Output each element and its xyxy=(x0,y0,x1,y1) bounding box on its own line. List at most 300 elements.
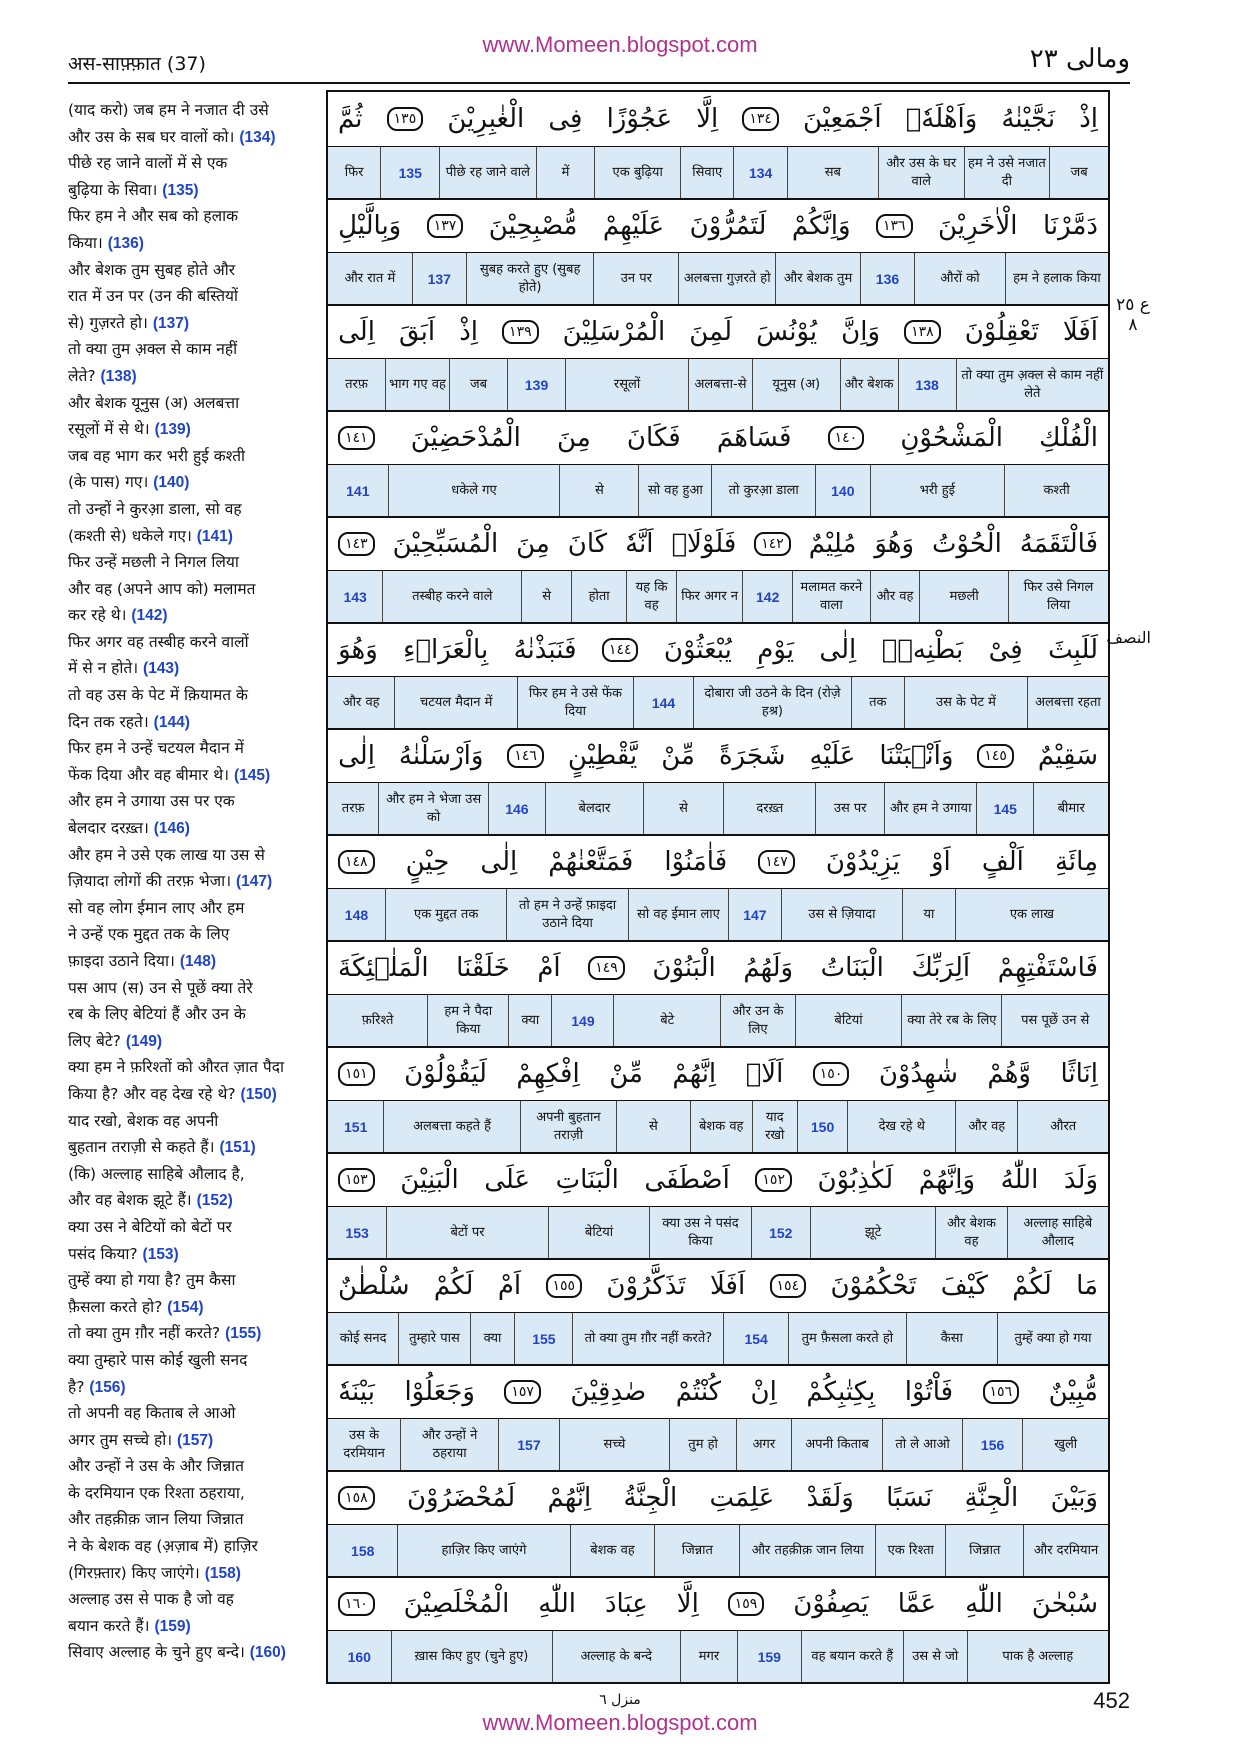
ayah-marker: ١٥٨ xyxy=(338,1486,375,1510)
translation-line xyxy=(68,1560,318,1587)
arabic-word: مُّصْبِحِيْنَ xyxy=(488,211,578,241)
verse-number: (144) xyxy=(153,713,190,731)
arabic-word: عَلَى xyxy=(484,1165,531,1195)
ayah-marker: ١٣٦ xyxy=(876,214,913,238)
translation-text: ने के बेशक वह (अ़ज़ाब में) हाज़िर xyxy=(68,1537,258,1556)
gloss-cell: उस से ज़ियादा xyxy=(781,889,902,940)
arabic-line xyxy=(328,1470,1108,1524)
ayah-marker: ١٤٩ xyxy=(588,956,625,980)
translation-line xyxy=(68,203,318,230)
arabic-word: عَجُوْزًا xyxy=(606,104,673,134)
gloss-cell: बेशक वह xyxy=(690,1101,752,1152)
arabic-word: يَزِيْدُوْنَ xyxy=(825,847,900,877)
gloss-cell: ख़ास किए हुए (चुने हुए) xyxy=(391,1631,552,1682)
arabic-word: اِلٰى xyxy=(480,847,518,877)
gloss-cell: अलबत्ता गुज़रते हो xyxy=(678,253,775,304)
arabic-word: اِنْ xyxy=(750,1377,777,1407)
arabic-word: مِنَ xyxy=(557,423,591,453)
gloss-cell: धकेले गए xyxy=(388,465,560,516)
gloss-cell: एक रिश्ता xyxy=(875,1525,945,1576)
arabic-word: اِلٰى xyxy=(338,741,375,771)
arabic-word: الْاٰخَرِيْنَ xyxy=(938,211,1018,241)
translation-text: दिन तक रहते। xyxy=(68,712,149,731)
gloss-cell: और हम ने उगाया xyxy=(884,783,976,834)
translation-line xyxy=(68,1054,318,1081)
arabic-word: شَجَرَةً xyxy=(718,741,786,771)
translation-text: अगर तुम सच्चे हो। xyxy=(68,1430,173,1449)
arabic-word: تَذَكَّرُوْنَ xyxy=(606,1271,686,1301)
gloss-line xyxy=(328,570,1108,622)
translation-text: और बेशक तुम सुबह होते और xyxy=(68,260,236,279)
gloss-cell: और बेशक तुम xyxy=(775,253,860,304)
translation-text: फिर अगर वह तस्बीह करने वालों xyxy=(68,632,249,651)
arabic-line xyxy=(328,410,1108,464)
ruku-mark: ع ٢٥ ٨ xyxy=(1116,295,1150,335)
translation-line xyxy=(68,283,318,310)
arabic-word: بِكِتٰبِكُمْ xyxy=(806,1377,876,1407)
arabic-word: بِالْعَرَاۤءِ xyxy=(403,635,489,665)
translation-text: तो वह उस के पेट में क़ियामत के xyxy=(68,686,248,705)
translation-text: ज़ियादा लोगों की तरफ़ भेजा। xyxy=(68,872,232,891)
site-url-bottom: www.Momeen.blogspot.com xyxy=(482,1710,758,1735)
arabic-word: يَصِفُوْنَ xyxy=(793,1589,869,1619)
gloss-cell: तो हम ने उन्हें फ़ाइदा उठाने दिया xyxy=(506,889,627,940)
verse-number: (147) xyxy=(236,873,273,891)
gloss-cell: बेटियां xyxy=(548,1207,649,1258)
gloss-cell: पाक है अल्लाह xyxy=(967,1631,1109,1682)
verse-number: (153) xyxy=(142,1245,179,1263)
translation-text: और वह बेशक झूटे हैं। xyxy=(68,1191,192,1210)
verse-number: (158) xyxy=(204,1564,241,1582)
arabic-word: اِفْكِهِمْ xyxy=(516,1059,580,1089)
gloss-cell: फिर xyxy=(344,164,364,180)
arabic-word: لَيَقُوْلُوْنَ xyxy=(404,1059,487,1089)
ayah-marker: ١٥٩ xyxy=(728,1592,765,1616)
gloss-line xyxy=(328,676,1108,728)
arabic-word: مِنَ xyxy=(516,529,550,559)
gloss-verse-number: 146 xyxy=(488,783,545,834)
gloss-cell: जिन्नात xyxy=(945,1525,1023,1576)
ayah-marker: ١٣٧ xyxy=(427,214,464,238)
translation-line xyxy=(68,469,318,496)
ayah-marker: ١٤٧ xyxy=(758,850,795,874)
gloss-cell: सब xyxy=(787,147,878,198)
ayah-marker: ١٣٥ xyxy=(387,107,424,131)
ayah-marker: ١٥٠ xyxy=(813,1062,850,1086)
arabic-line xyxy=(328,834,1108,888)
arabic-word: وَاِنَّ xyxy=(841,317,881,347)
arabic-word: فَمَتَّعْنٰهُمْ xyxy=(548,847,634,877)
gloss-cell: और तहक़ीक़ जान लिया xyxy=(739,1525,875,1576)
verse-number: (150) xyxy=(240,1085,277,1103)
gloss-cell: वह बयान करते हैं xyxy=(801,1631,904,1682)
gloss-verse-number: 153 xyxy=(345,1224,369,1241)
gloss-cell: से xyxy=(616,1101,690,1152)
arabic-word: اَنَّهٗ xyxy=(625,529,654,559)
site-url-top: www.Momeen.blogspot.com xyxy=(482,32,758,57)
gloss-cell: उन पर xyxy=(593,253,678,304)
gloss-cell: एक लाख xyxy=(955,889,1108,940)
translation-text: और वह (अपने आप को) मलामत xyxy=(68,579,256,598)
arabic-word: اِلَّا xyxy=(696,104,719,134)
verse-number: (156) xyxy=(89,1378,126,1396)
arabic-word: اِلَّا xyxy=(676,1589,699,1619)
gloss-verse-number: 144 xyxy=(633,677,693,728)
translation-line xyxy=(68,868,318,895)
gloss-cell: और बेशक xyxy=(840,359,898,410)
translation-line xyxy=(68,363,318,390)
arabic-word: صٰدِقِيْنَ xyxy=(570,1377,647,1407)
arabic-word: اِذْ xyxy=(459,317,478,347)
translation-line xyxy=(68,629,318,656)
gloss-line xyxy=(328,1418,1108,1470)
translation-line xyxy=(68,1001,318,1028)
translation-text: (याद करो) जब हम ने नजात दी उसे xyxy=(68,101,269,119)
gloss-cell: फिर अगर न xyxy=(676,571,742,622)
gloss-cell: फिर हम ने उसे फेंक दिया xyxy=(517,677,633,728)
ayah-marker: ١٥٣ xyxy=(338,1168,375,1192)
translation-text: बेलदार दरख़्त। xyxy=(68,819,149,838)
translation-text: क्या उस ने बेटियों को बेटों पर xyxy=(68,1217,232,1236)
gloss-cell: झूटे xyxy=(810,1207,935,1258)
translation-line xyxy=(68,523,318,550)
translation-text: सिवाए अल्लाह के चुने हुए बन्दे। xyxy=(68,1643,245,1662)
gloss-cell: अलबत्ता-से xyxy=(688,359,752,410)
arabic-word: كَيْفَ xyxy=(940,1271,988,1301)
gloss-cell: सिवाए xyxy=(680,147,733,198)
arabic-line xyxy=(328,516,1108,570)
translation-text: लिए बेटे? xyxy=(68,1031,121,1050)
gloss-cell: और रात में xyxy=(344,270,396,286)
translation-line xyxy=(68,735,318,762)
arabic-word: اللّٰهِ xyxy=(965,1589,1003,1619)
manzil-label: منزل ٦ xyxy=(599,1692,641,1708)
verse-number: (140) xyxy=(153,474,190,492)
arabic-line xyxy=(328,304,1108,358)
gloss-cell: और वह xyxy=(955,1101,1017,1152)
gloss-cell: अल्लाह के बन्दे xyxy=(552,1631,681,1682)
arabic-word: لَكٰذِبُوْنَ xyxy=(817,1165,894,1195)
translation-text: फ़ैसला करते हो? xyxy=(68,1297,163,1316)
arabic-word: اللّٰهُ xyxy=(1000,1165,1039,1195)
translation-text: तो क्या तुम अ़क्ल से काम नहीं xyxy=(68,340,238,359)
gloss-cell: फिर उसे निगल लिया xyxy=(1008,571,1108,622)
gloss-cell: हाज़िर किए जाएंगे xyxy=(397,1525,569,1576)
arabic-word: الْبَنَاتِ xyxy=(555,1165,619,1195)
gloss-cell: सुबह करते हुए (सुबह होते) xyxy=(466,253,594,304)
verse-number: (135) xyxy=(162,181,199,199)
gloss-cell: औरत xyxy=(1017,1101,1108,1152)
arabic-line xyxy=(328,1576,1108,1630)
translation-line xyxy=(68,310,318,337)
arabic-word: الْمَلٰۤئِكَةَ xyxy=(338,953,429,983)
arabic-word: وَبِالَّيْلِ xyxy=(338,211,402,241)
gloss-cell: तुम्हें क्या हो गया xyxy=(997,1313,1108,1364)
arabic-word: وَهُوَ xyxy=(338,635,378,665)
translation-text: तुम्हें क्या हो गया है? तुम कैसा xyxy=(68,1271,236,1290)
gloss-verse-number: 134 xyxy=(733,147,786,198)
translation-text: फिर हम ने उन्हें चटयल मैदान में xyxy=(68,739,244,758)
arabic-word: كُنْتُمْ xyxy=(675,1377,722,1407)
verse-number: (160) xyxy=(249,1644,286,1662)
gloss-cell: बेटियां xyxy=(795,995,902,1046)
gloss-cell: और उन्हों ने ठहराया xyxy=(400,1419,498,1470)
arabic-word: بَيْنَهٗ xyxy=(338,1377,375,1407)
arabic-word: اَوْ xyxy=(931,847,951,877)
verse-number: (146) xyxy=(153,820,190,838)
translation-line xyxy=(68,602,318,629)
translation-text: रब के लिए बेटियां हैं और उन के xyxy=(68,1005,246,1024)
gloss-line xyxy=(328,782,1108,834)
arabic-word: ثُمَّ xyxy=(338,104,363,134)
gloss-cell: तो क्या तुम ग़ौर नहीं करते? xyxy=(572,1313,723,1364)
translation-line xyxy=(68,549,318,576)
gloss-line xyxy=(328,358,1108,410)
translation-line xyxy=(68,1639,318,1666)
verse-number: (143) xyxy=(143,660,180,678)
gloss-cell: पीछे रह जाने वाले xyxy=(439,147,535,198)
gloss-line xyxy=(328,1100,1108,1152)
gloss-cell: तरफ़ xyxy=(345,376,368,392)
arabic-word: عَلَيْهِ xyxy=(809,741,856,771)
translation-text: से) गुज़रते हो। xyxy=(68,313,148,332)
gloss-cell: कश्ती xyxy=(1004,465,1108,516)
translation-line xyxy=(68,815,318,842)
arabic-word: فَنَبَذْنٰهُ xyxy=(513,635,577,665)
arabic-word: اَلِرَبِّكَ xyxy=(911,953,971,983)
gloss-cell: से xyxy=(559,465,638,516)
gloss-cell: दोबारा जी उठने के दिन (रोज़े हश्र) xyxy=(693,677,850,728)
arabic-word: مُّبِيْنٌ xyxy=(1048,1377,1098,1407)
translation-line xyxy=(68,1028,318,1055)
gloss-cell: औरों को xyxy=(914,253,1005,304)
gloss-cell: बेटे xyxy=(613,995,720,1046)
translation-line xyxy=(68,1480,318,1507)
arabic-word: شٰهِدُوْنَ xyxy=(878,1059,958,1089)
translation-text: फेंक दिया और वह बीमार थे। xyxy=(68,765,230,784)
translation-line xyxy=(68,177,318,204)
gloss-cell: फ़रिश्ते xyxy=(361,1012,394,1028)
translation-text: अल्लाह उस से पाक है जो वह xyxy=(68,1590,234,1609)
translation-line xyxy=(68,842,318,869)
arabic-word: اَفَلَا xyxy=(710,1271,746,1301)
translation-line xyxy=(68,1506,318,1533)
ayah-marker: ١٤٢ xyxy=(754,532,791,556)
gloss-verse-number: 149 xyxy=(551,995,613,1046)
arabic-word: لَلَبِثَ xyxy=(1048,635,1098,665)
translation-column xyxy=(68,97,318,1666)
translation-line xyxy=(68,788,318,815)
gloss-cell: सच्चे xyxy=(559,1419,669,1470)
verse-number: (142) xyxy=(131,607,168,625)
gloss-cell: क्या xyxy=(508,995,551,1046)
arabic-line xyxy=(328,92,1108,146)
arabic-word: مُلِيْمٌ xyxy=(808,529,857,559)
arabic-word: وَبَيْنَ xyxy=(1050,1483,1098,1513)
arabic-word: اِلٰى xyxy=(819,635,857,665)
translation-text: और हम ने उसे एक लाख या उस से xyxy=(68,845,265,864)
verse-number: (155) xyxy=(225,1325,262,1343)
gloss-line xyxy=(328,1312,1108,1364)
translation-text: किया। xyxy=(68,233,103,252)
translation-line xyxy=(68,655,318,682)
gloss-verse-number: 152 xyxy=(751,1207,810,1258)
gloss-cell: और वह xyxy=(342,694,380,710)
arabic-word: وَاَنْۢبَتْنَا xyxy=(879,741,954,771)
gloss-verse-number: 148 xyxy=(344,906,369,923)
translation-text: सो वह लोग ईमान लाए और हम xyxy=(68,898,245,917)
arabic-word: اِنَّهُمْ xyxy=(547,1483,592,1513)
gloss-cell: हम ने उसे नजात दी xyxy=(964,147,1050,198)
arabic-word: لَكُمْ xyxy=(1012,1271,1052,1301)
translation-line xyxy=(68,230,318,257)
gloss-cell: या xyxy=(902,889,955,940)
arabic-word: اَمْ xyxy=(537,953,561,983)
arabic-word: وَّهُمْ xyxy=(987,1059,1031,1089)
gloss-cell: अलबत्ता कहते हैं xyxy=(383,1101,519,1152)
gloss-verse-number: 142 xyxy=(742,571,792,622)
arabic-word: فَكَانَ xyxy=(626,423,681,453)
ayah-marker: ١٥٢ xyxy=(755,1168,792,1192)
translation-line xyxy=(68,443,318,470)
gloss-verse-number: 137 xyxy=(412,253,466,304)
gloss-cell: तक xyxy=(851,677,904,728)
translation-text: ने उन्हें एक मुद्दत तक के लिए xyxy=(68,925,230,944)
arabic-word: كَانَ xyxy=(567,529,608,559)
translation-line xyxy=(68,975,318,1002)
gloss-verse-number: 141 xyxy=(346,482,370,499)
gloss-cell: उस के पेट में xyxy=(904,677,1027,728)
verse-number: (159) xyxy=(154,1617,191,1635)
translation-text: बयान करते हैं। xyxy=(68,1616,150,1635)
translation-line xyxy=(68,1108,318,1135)
ayah-marker: ١٣٩ xyxy=(502,320,539,344)
gloss-cell: सो वह ईमान लाए xyxy=(628,889,728,940)
translation-text: (गिरफ़्तार) किए जाएंगे। xyxy=(68,1563,200,1582)
translation-text: फिर उन्हें मछली ने निगल लिया xyxy=(68,553,239,572)
arabic-word: فَسَاهَمَ xyxy=(716,423,792,453)
translation-text: क्या हम ने फ़रिश्तों को औरत ज़ात पैदा xyxy=(68,1058,284,1077)
ayah-marker: ١٤٤ xyxy=(602,638,639,662)
gloss-cell: से xyxy=(521,571,571,622)
arabic-word: اَجْمَعِيْنَ xyxy=(803,104,882,134)
gloss-cell: पस पूछें उन से xyxy=(1001,995,1108,1046)
verse-number: (145) xyxy=(234,766,271,784)
arabic-word: الْبَنُوْنَ xyxy=(652,953,716,983)
arabic-word: الْمُدْحَضِيْنَ xyxy=(410,423,521,453)
arabic-word: فَاسْتَفْتِهِمْ xyxy=(997,953,1098,983)
arabic-word: الْجِنَّةِ xyxy=(964,1483,1019,1513)
gloss-cell: बेटों पर xyxy=(386,1207,548,1258)
translation-line xyxy=(68,1374,318,1401)
translation-line xyxy=(68,948,318,975)
page-number: 452 xyxy=(1093,1688,1130,1713)
arabic-word: اِنَّهُمْ xyxy=(672,1059,717,1089)
arabic-word: وَاِنَّهُمْ xyxy=(918,1165,976,1195)
translation-line xyxy=(68,1400,318,1427)
translation-line xyxy=(68,682,318,709)
arabic-line xyxy=(328,1046,1108,1100)
gloss-cell: होता xyxy=(571,571,626,622)
gloss-verse-number: 136 xyxy=(860,253,914,304)
gloss-cell: अल्लाह साहिबे औलाद xyxy=(1007,1207,1108,1258)
translation-text: कर रहे थे। xyxy=(68,606,127,625)
translation-line xyxy=(68,1533,318,1560)
gloss-cell: यह कि वह xyxy=(626,571,676,622)
arabic-word: مَا xyxy=(1076,1271,1098,1301)
gloss-cell: कोई सनद xyxy=(339,1330,387,1346)
arabic-word: الْجِنَّةُ xyxy=(623,1483,678,1513)
gloss-verse-number: 143 xyxy=(343,588,367,605)
gloss-verse-number: 138 xyxy=(898,359,956,410)
verse-number: (137) xyxy=(152,314,190,332)
gloss-cell: उस पर xyxy=(815,783,884,834)
gloss-cell: तो कुरआ़ डाला xyxy=(711,465,815,516)
gloss-cell: क्या xyxy=(470,1313,515,1364)
gloss-cell: एक बुढ़िया xyxy=(594,147,680,198)
arabic-line xyxy=(328,622,1108,676)
arabic-line xyxy=(328,728,1108,782)
translation-text: फ़ाइदा उठाने दिया। xyxy=(68,952,175,970)
arabic-word: مِّنْ xyxy=(661,741,695,771)
ayah-marker: ١٤٦ xyxy=(507,744,544,768)
verse-number: (149) xyxy=(125,1032,163,1050)
gloss-cell: कैसा xyxy=(906,1313,997,1364)
translation-text: और बेशक यूनुस (अ) अलबत्ता xyxy=(68,393,240,412)
translation-line xyxy=(68,1294,318,1321)
translation-text: रसूलों में से थे। xyxy=(68,420,150,439)
ayah-marker: ١٤١ xyxy=(338,426,375,450)
arabic-word: بَطْنِهٖۤ xyxy=(881,635,964,665)
gloss-cell: अलबत्ता रहता xyxy=(1027,677,1108,728)
translation-text: (के पास) गए। xyxy=(68,473,149,492)
arabic-word: فَاٰمَنُوْا xyxy=(664,847,728,877)
arabic-word: الْفُلْكِ xyxy=(1039,423,1098,453)
gloss-cell: और उस के घर वाले xyxy=(878,147,964,198)
gloss-verse-number: 154 xyxy=(723,1313,788,1364)
translation-text: (कि) अल्लाह साहिबे औलाद है, xyxy=(68,1164,245,1183)
nisf-mark: النصف xyxy=(1106,628,1151,647)
translation-line xyxy=(68,336,318,363)
translation-text: क्या तुम्हारे पास कोई खुली सनद xyxy=(68,1350,248,1369)
verse-number: (152) xyxy=(196,1192,233,1210)
translation-text: बुहतान तराज़ी से कहते हैं। xyxy=(68,1138,215,1157)
gloss-verse-number: 158 xyxy=(351,1542,375,1559)
translation-text: पीछे रह जाने वालों में से एक xyxy=(68,154,228,173)
arabic-word: سُبْحٰنَ xyxy=(1031,1589,1098,1619)
ayah-marker: ١٤٨ xyxy=(338,850,375,874)
translation-line xyxy=(68,895,318,922)
arabic-word: الْغٰبِرِيْنَ xyxy=(447,104,525,134)
arabic-word: فَلَوْلَاۤ xyxy=(671,529,737,559)
arabic-word: الْحُوْتُ xyxy=(931,529,1002,559)
arabic-word: مِائَةِ xyxy=(1054,847,1098,877)
translation-line xyxy=(68,97,318,124)
gloss-cell: और बेशक वह xyxy=(935,1207,1006,1258)
gloss-cell: तुम हो xyxy=(669,1419,736,1470)
translation-line xyxy=(68,1267,318,1294)
arabic-word: سَقِيْمٌ xyxy=(1037,741,1098,771)
arabic-word: اَلَاۤ xyxy=(745,1059,784,1089)
arabic-word: يُبْعَثُوْنَ xyxy=(663,635,732,665)
ayah-marker: ١٦٠ xyxy=(338,1592,375,1616)
verse-number: (139) xyxy=(154,421,191,439)
gloss-verse-number: 150 xyxy=(797,1101,848,1152)
gloss-verse-number: 145 xyxy=(976,783,1033,834)
arabic-word: تَحْكُمُوْنَ xyxy=(830,1271,917,1301)
arabic-word: سُلْطٰنٌ xyxy=(338,1271,410,1301)
translation-text: और तहक़ीक़ जान लिया जिन्नात xyxy=(68,1510,244,1529)
